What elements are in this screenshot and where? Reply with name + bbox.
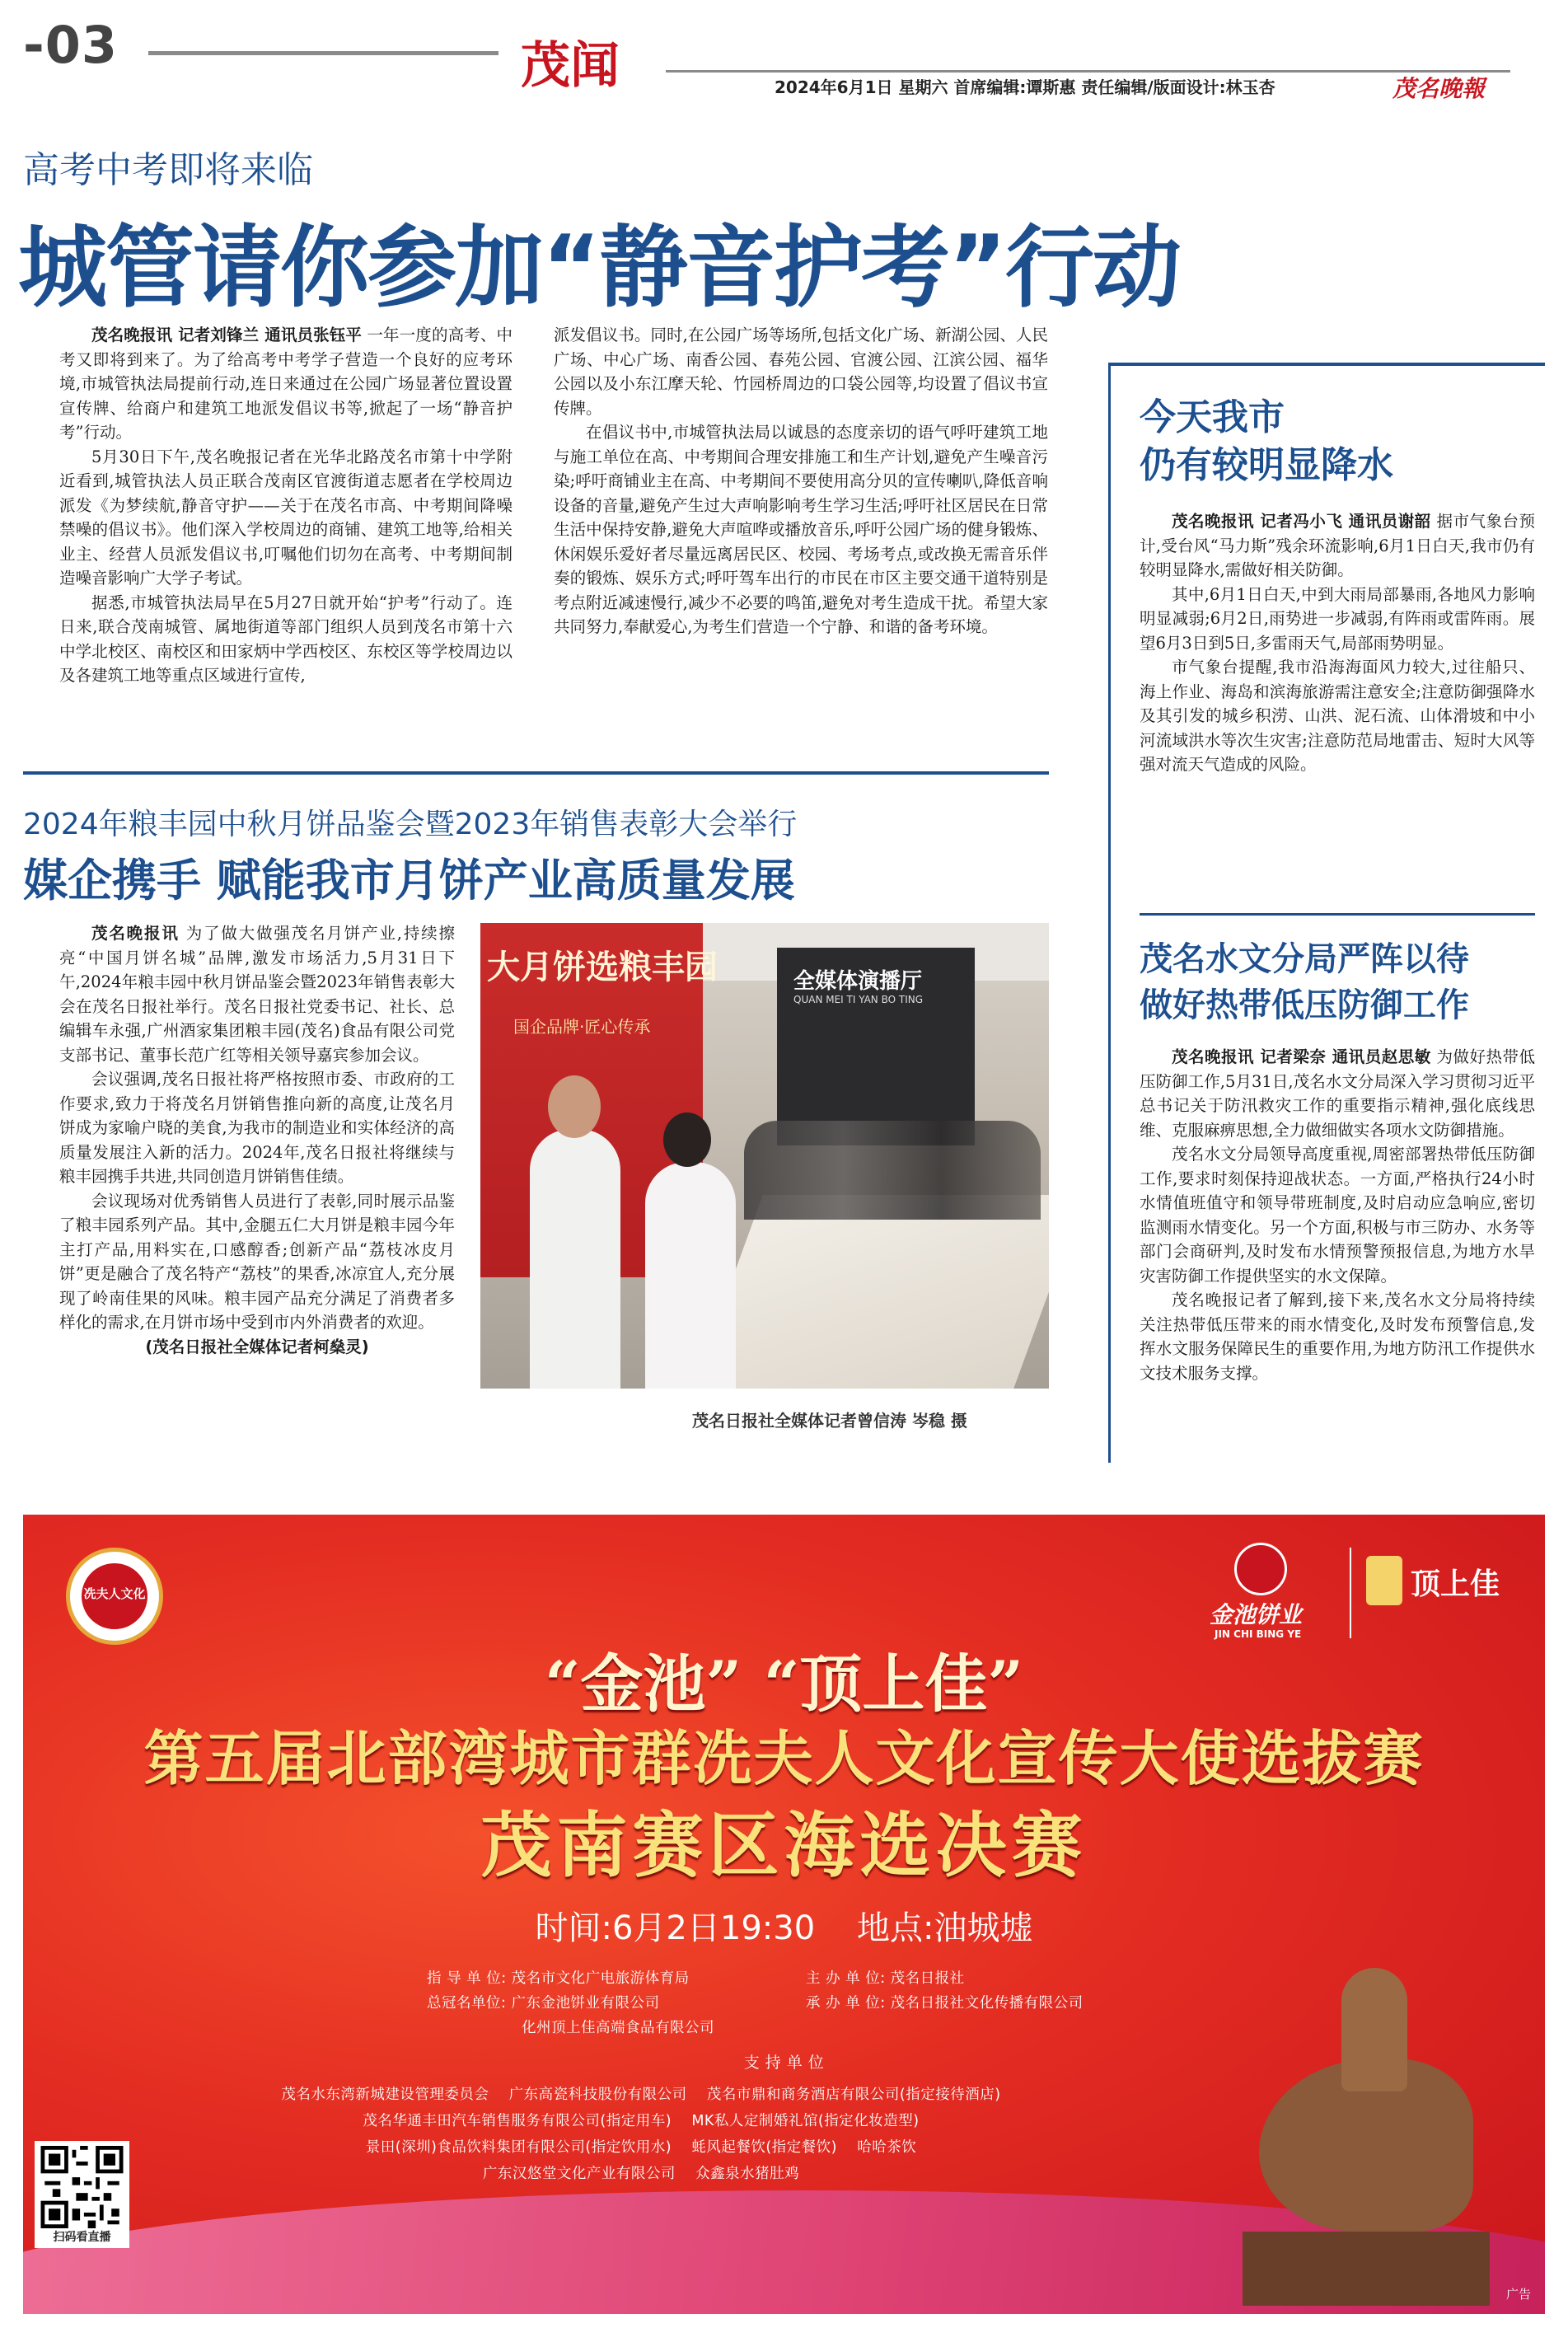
story3-byline: 茂名晚报讯 记者冯小飞 通讯员谢韶: [1172, 512, 1431, 531]
story2-byline: 茂名晚报讯: [91, 924, 180, 943]
qr-code-graphic: [40, 2146, 124, 2228]
ad-statue-illustration: [1226, 1943, 1498, 2306]
ad-support-line: 茂名水东湾新城建设管理委员会 广东高瓷科技股份有限公司 茂名市鼎和商务酒店有限公司(指定接待酒店): [281, 2087, 1001, 2103]
story3-paragraph: 其中,6月1日白天,中到大雨局部暴雨,各地风力影响明显减弱;6月2日,雨势进一步减弱,有阵雨或雷阵雨。展望6月3日到5日,多雷雨天气,局部雨势明显。: [1140, 584, 1535, 653]
section-badge: [519, 26, 651, 95]
story1-kicker: 高考中考即将来临: [23, 149, 313, 191]
section-title: 茂闻: [521, 37, 620, 95]
ad-organizers-left: [427, 1966, 714, 2040]
ad-organizer: 化州顶上佳高端食品有限公司: [522, 2020, 714, 2036]
ad-logo-jinchi-en: JIN CHI BING YE: [1215, 1628, 1302, 1640]
ad-logo-jinchi-emblem: [1234, 1543, 1287, 1595]
story4-paragraph: 茂名晚报记者了解到,接下来,茂名水文分局将持续关注热带低压带来的雨水情变化,及时发布预警信息,发挥水文服务保障民生的重要作用,为地方防汛工作提供水文技术服务支撑。: [1140, 1290, 1535, 1383]
ad-title-line-3: 茂南赛区海选决赛: [480, 1804, 1088, 1887]
story3-bottom-rule: [1140, 913, 1535, 916]
photo-sign-left-sub: 国企品牌·匠心传承: [513, 1017, 651, 1037]
story1-paragraph: 在倡议书中,市城管执法局以诚恳的态度亲切的语气呼吁建筑工地与施工单位在高、中考期间合理安排施工和生产计划,避免产生噪音污染;呼吁商铺业主在高、中考期间不要使用高分贝的宣传喇叭,降低音响设备的音量,避免产生过大声响影响考生学习生活;呼吁社区居民在日常生活中保持安静,避免大声喧哗或播放音乐,呼吁公园广场的健身锻炼、休闲娱乐爱好者尽量远离居民区、校园、考场考点,或改换无需音乐伴奏的锻炼、娱乐方式;呼吁驾车出行的市民在市区主要交通干道特别是考点附近减速慢行,减少不必要的鸣笛,避免对考生造成干扰。希望大家共同努力,奉献爱心,为考生们营造一个宁静、和谐的备考环境。: [554, 423, 1048, 636]
ad-logo-left-text: 冼夫人文化: [83, 1586, 146, 1601]
story2-photo-caption: 茂名日报社全媒体记者曾信涛 岑稳 摄: [692, 1411, 967, 1431]
ad-support-line: 广东汉悠堂文化产业有限公司 众鑫泉水猪肚鸡: [482, 2166, 800, 2182]
story4-byline: 茂名晚报讯 记者梁奈 通讯员赵思敏: [1172, 1047, 1431, 1066]
story2-photo: [480, 923, 1049, 1389]
story3-paragraph: 市气象台提醒,我市沿海海面风力较大,过往船只、海上作业、海岛和滨海旅游需注意安全;注意防御强降水及其引发的城乡积涝、山洪、泥石流、山体滑坡和中小河流域洪水等次生灾害;注意防范局地雷击、短时大风等强对流天气造成的风险。: [1140, 658, 1535, 774]
right-column-rule: [1108, 363, 1111, 1463]
photo-sign-right: 全媒体演播厅: [793, 969, 923, 994]
story3-headline-1: 今天我市: [1140, 396, 1285, 438]
ad-title-line-1: “金池” “顶上佳”: [544, 1647, 1024, 1721]
ad-logo-left: [66, 1548, 163, 1645]
ad-organizer: 主 办 单 位: 茂名日报社: [806, 1970, 965, 1987]
photo-sign-left: 大月饼选粮丰园: [487, 949, 718, 986]
story4-paragraph: 为做好热带低压防御工作,5月31日,茂名水文分局深入学习贯彻习近平总书记关于防汛救灾工作的重要指示精神,强化底线思维、克服麻痹思想,全力做细做实各项水文防御措施。: [1140, 1047, 1535, 1140]
event-advertisement: [23, 1515, 1545, 2314]
photo-person-1-head: [548, 1075, 601, 1138]
story2-paragraph: 会议强调,茂名日报社将严格按照市委、市政府的工作要求,致力于将茂名月饼销售推向新的高度,让茂名月饼成为家喻户晓的美食,为我市的制造业和实体经济的高质量发展注入新的活力。2024年,茂名日报社将继续与粮丰园携手共进,共同创造月饼销售佳绩。: [59, 1070, 455, 1186]
photo-crowd: [744, 1121, 1041, 1220]
story1-byline: 茂名晚报讯 记者刘锋兰 通讯员张钰平: [91, 326, 363, 344]
story1-paragraph: 据悉,市城管执法局早在5月27日就开始“护考”行动了。连日来,联合茂南城管、属地街道等部门组织人员到茂名市第十六中学北校区、南校区和田家炳中学西校区、东校区等学校周边以及各建筑工地等重点区域进行宣传,: [59, 593, 513, 685]
story2-headline: 媒企携手 赋能我市月饼产业高质量发展: [23, 855, 795, 906]
paper-logo: 茂名晚報: [1392, 75, 1486, 102]
story4-headline-2: 做好热带低压防御工作: [1140, 986, 1469, 1024]
ad-organizer: 承 办 单 位: 茂名日报社文化传播有限公司: [806, 1995, 1084, 2012]
story4-headline-1: 茂名水文分局严阵以待: [1140, 940, 1469, 978]
ad-logo-dingshangjia-badge: [1366, 1556, 1402, 1605]
ad-organizer: 总冠名单位: 广东金池饼业有限公司: [427, 1995, 660, 2012]
ad-logo-divider: [1350, 1548, 1351, 1638]
ad-support-list: [23, 2082, 1259, 2187]
ad-logo-right: [1210, 1539, 1514, 1646]
photo-person-2-head: [663, 1112, 711, 1167]
story3-top-rule: [1108, 363, 1545, 366]
ad-time-place: 时间:6月2日19:30 地点:油城墟: [535, 1909, 1033, 1947]
ad-qr-label: 扫码看直播: [53, 2231, 111, 2244]
story1-column-1: [59, 323, 513, 688]
story1-paragraph: 5月30日下午,茂名晚报记者在光华北路茂名市第十中学附近看到,城管执法人员正联合茂南区官渡街道志愿者在学校周边派发《为梦续航,静音守护——关于在茂名市高、中考期间降噪禁噪的倡议书》。他们深入学校周边的商铺、建筑工地等,给相关业主、经营人员派发倡议书,叮嘱他们切勿在高考、中考期间制造噪音影响广大学子考试。: [59, 447, 513, 588]
story3-paragraph: 据市气象台预计,受台风“马力斯”残余环流影响,6月1日白天,我市仍有较明显降水,需做好相关防御。: [1140, 512, 1535, 579]
story4-column: [1140, 1045, 1535, 1385]
ad-title-line-2: 第五届北部湾城市群冼夫人文化宣传大使选拔赛: [143, 1723, 1425, 1793]
ad-qr-code[interactable]: [35, 2141, 129, 2248]
ad-logo-dingshangjia: 顶上佳: [1411, 1567, 1500, 1601]
story2-kicker: 2024年粮丰园中秋月饼品鉴会暨2023年销售表彰大会举行: [23, 808, 798, 841]
masthead-rule-right: [666, 70, 1510, 73]
photo-person-2: [645, 1162, 736, 1389]
story3-column: [1140, 509, 1535, 777]
story2-column: [59, 921, 455, 1359]
ad-support-title: 支 持 单 位: [743, 2054, 825, 2072]
story2-paragraph: 会议现场对优秀销售人员进行了表彰,同时展示品鉴了粮丰园系列产品。其中,金腿五仁大月饼是粮丰园今年主打产品,用料实在,口感醇香;创新产品“荔枝冰皮月饼”更是融合了茂名特产“荔枝”的果香,冰凉宜人,充分展现了岭南佳果的风味。粮丰园产品充分满足了消费者多样化的需求,在月饼市场中受到市内外消费者的欢迎。: [59, 1191, 455, 1332]
photo-table: [692, 1195, 1049, 1389]
story1-paragraph: 派发倡议书。同时,在公园广场等场所,包括文化广场、新湖公园、人民广场、中心广场、南香公园、春苑公园、官渡公园、江滨公园、福华公园以及小东江摩天轮、竹园桥周边的口袋公园等,均设置了倡议书宣传牌。: [554, 326, 1048, 418]
dateline: 2024年6月1日 星期六 首席编辑:谭斯惠 责任编辑/版面设计:林玉杏: [775, 77, 1275, 97]
story4-paragraph: 茂名水文分局领导高度重视,周密部署热带低压防御工作,要求时刻保持迎战状态。一方面,严格执行24小时水情值班值守和领导带班制度,及时启动应急响应,密切监测雨水情变化。另一个方面,积极与市三防办、水务等部门会商研判,及时发布水情预警预报信息,为地方水旱灾害防御工作提供坚实的水文保障。: [1140, 1145, 1535, 1286]
ad-logo-jinchi: 金池饼业: [1210, 1601, 1303, 1628]
story1-bottom-rule: [23, 771, 1049, 775]
photo-person-1: [530, 1129, 620, 1389]
photo-sign-right-en: QUAN MEI TI YAN BO TING: [793, 994, 924, 1005]
ad-statue-rider: [1341, 1968, 1407, 2091]
story2-signoff: (茂名日报社全媒体记者柯燊灵): [145, 1337, 369, 1356]
ad-tag: 广告: [1506, 2287, 1532, 2302]
page-number: -03: [23, 15, 119, 75]
story1-paragraph: 一年一度的高考、中考又即将到来了。为了给高考中考学子营造一个良好的应考环境,市城管执法局提前行动,连日来通过在公园广场显著位置设置宣传牌、给商户和建筑工地派发倡议书等,掀起了一场“静音护考”行动。: [59, 326, 513, 442]
story1-headline: 城管请你参加“静音护考”行动: [18, 217, 1180, 320]
ad-support-line: 景田(深圳)食品饮料集团有限公司(指定饮用水) 蚝风起餐饮(指定餐饮) 哈哈茶饮: [365, 2139, 917, 2156]
ad-support-line: 茂名华通丰田汽车销售服务有限公司(指定用车) MK私人定制婚礼馆(指定化妆造型): [363, 2113, 920, 2129]
masthead-rule-left: [148, 51, 498, 55]
story3-headline-2: 仍有较明显降水: [1140, 444, 1393, 486]
ad-organizer: 指 导 单 位: 茂名市文化广电旅游体育局: [427, 1970, 690, 1987]
story2-paragraph: 为了做大做强茂名月饼产业,持续擦亮“中国月饼名城”品牌,激发市场活力,5月31日下午,2024年粮丰园中秋月饼品鉴会暨2023年销售表彰大会在茂名日报社举行。茂名日报社党委书记、社长、总编辑车永强,广州酒家集团粮丰园(茂名)食品有限公司党支部书记、董事长范广红等相关领导嘉宾参加会议。: [59, 924, 455, 1065]
story1-column-2: [554, 323, 1048, 639]
ad-organizers-right: [806, 1966, 1084, 2016]
ad-statue-pedestal: [1243, 2232, 1490, 2306]
